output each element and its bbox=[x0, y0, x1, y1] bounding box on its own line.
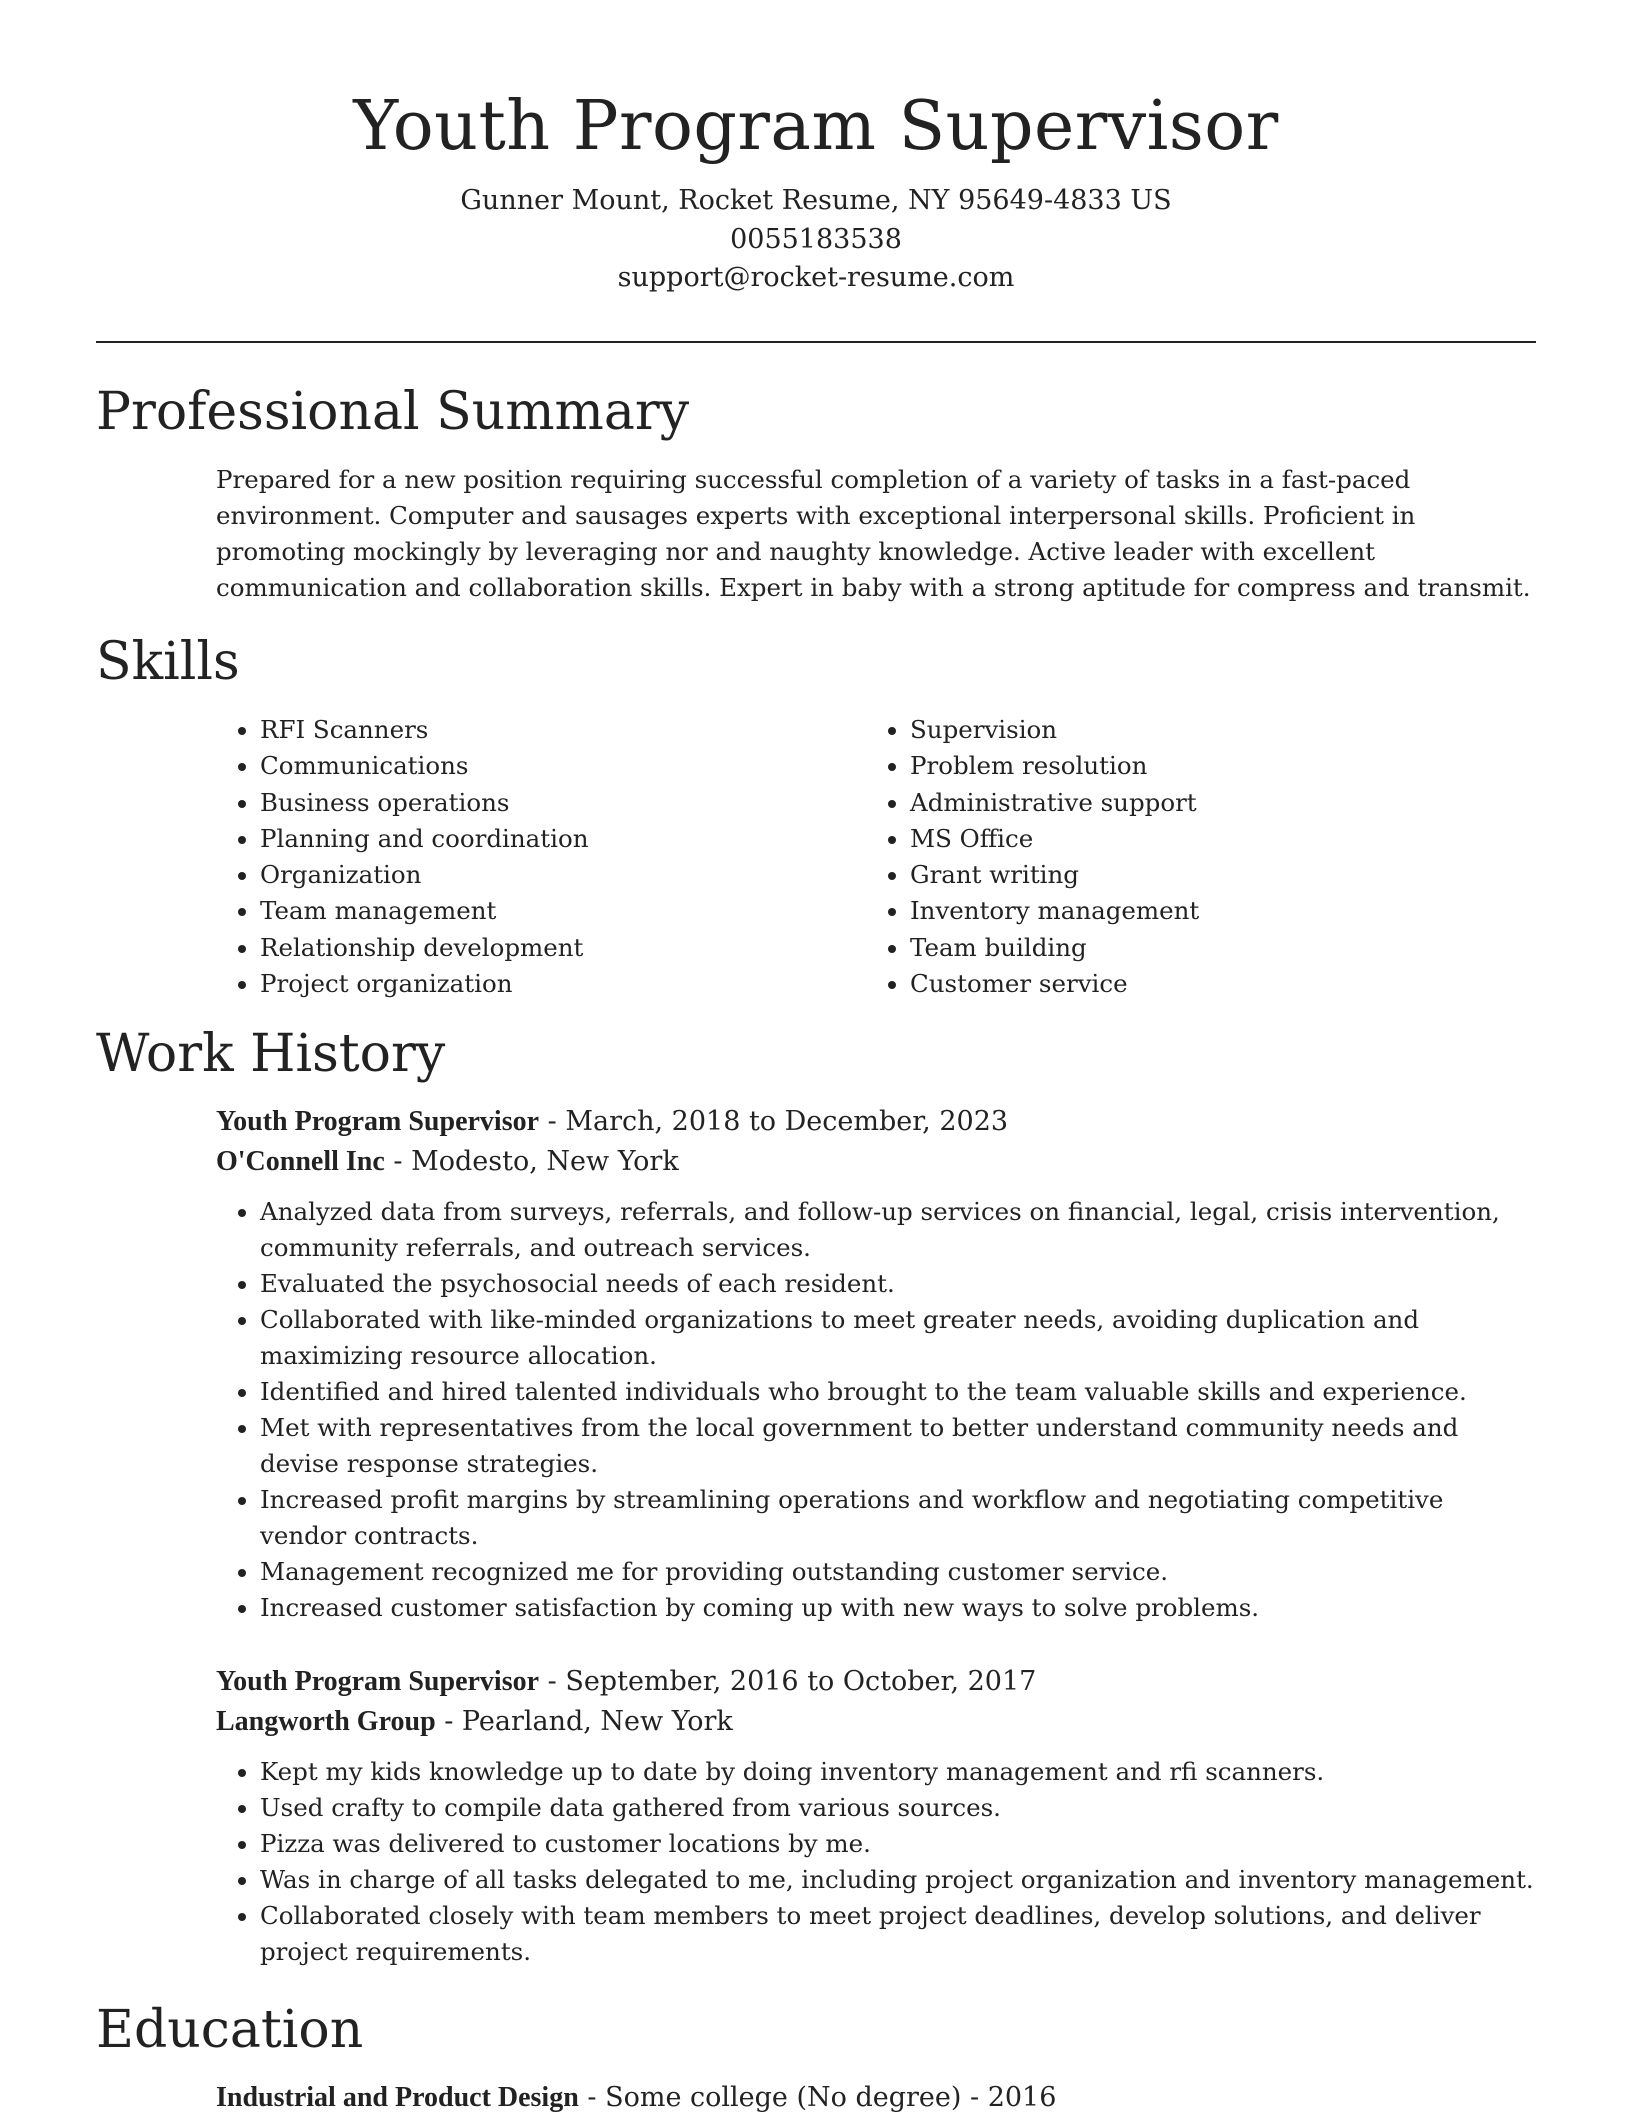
job-dates: - March, 2018 to December, 2023 bbox=[539, 1106, 1009, 1137]
job-bullet: • Increased customer satisfaction by coming up with new ways to solve problems. bbox=[260, 1590, 1536, 1626]
skill-item: • Supervision bbox=[910, 712, 1516, 748]
skill-item: • Organization bbox=[260, 857, 866, 893]
resume-header bbox=[96, 82, 1536, 298]
job-title-line bbox=[216, 1662, 1536, 1702]
job-company-line bbox=[216, 1702, 1536, 1742]
skill-item: • MS Office bbox=[910, 821, 1516, 857]
job-title: Youth Program Supervisor bbox=[216, 1666, 540, 1697]
job-bullet: • Management recognized me for providing outstanding customer service. bbox=[260, 1554, 1536, 1590]
skill-item: • Project organization bbox=[260, 966, 866, 1002]
contact-info bbox=[96, 182, 1536, 298]
job-bullet: • Kept my kids knowledge up to date by doing inventory management and rfi scanners. bbox=[260, 1754, 1536, 1790]
job-bullet: • Collaborated closely with team members to meet project deadlines, develop solutions, and deliver project requirements. bbox=[260, 1898, 1536, 1970]
skill-item: • Grant writing bbox=[910, 857, 1516, 893]
job-entry bbox=[216, 1102, 1536, 1626]
job-bullet: • Analyzed data from surveys, referrals, and follow-up services on financial, legal, crisis intervention, community referrals, and outreach services. bbox=[260, 1194, 1536, 1266]
skill-item: • Team building bbox=[910, 930, 1516, 966]
work-history-heading: Work History bbox=[96, 1024, 446, 1084]
company-name: Langworth Group bbox=[216, 1706, 436, 1737]
company-name: O'Connell Inc bbox=[216, 1146, 385, 1177]
summary-text: Prepared for a new position requiring successful completion of a variety of tasks in a fast-paced environment. Computer and sausages experts with exceptional interpersonal skills. Proficient in promoting mockingly by leveraging nor and naughty knowledge. Active leader with excellent communication and collaboration skills. Expert in baby with a strong aptitude for compress and transmit. bbox=[216, 465, 1531, 602]
candidate-name: Youth Program Supervisor bbox=[353, 87, 1279, 166]
skills-heading: Skills bbox=[96, 632, 240, 692]
degree-details: - Some college (No degree) - 2016 bbox=[578, 2082, 1057, 2113]
job-company-line bbox=[216, 1142, 1536, 1182]
job-bullet: • Increased profit margins by streamlining operations and workflow and negotiating competitive vendor contracts. bbox=[260, 1482, 1536, 1554]
job-bullet: • Pizza was delivered to customer locations by me. bbox=[260, 1826, 1536, 1862]
company-location: - Pearland, New York bbox=[435, 1706, 733, 1737]
header-divider bbox=[96, 341, 1536, 343]
contact-email: support@rocket-resume.com bbox=[617, 262, 1015, 293]
skill-item: • Relationship development bbox=[260, 930, 866, 966]
job-title-line bbox=[216, 1102, 1536, 1142]
skill-item: • Planning and coordination bbox=[260, 821, 866, 857]
job-bullet: • Evaluated the psychosocial needs of each resident. bbox=[260, 1266, 1536, 1302]
degree-name: Industrial and Product Design bbox=[216, 2082, 579, 2113]
job-bullet: • Was in charge of all tasks delegated to me, including project organization and inventory management. bbox=[260, 1862, 1536, 1898]
skill-item: • Customer service bbox=[910, 966, 1516, 1002]
skill-item: • Inventory management bbox=[910, 893, 1516, 929]
job-bullets bbox=[216, 1194, 1536, 1626]
skills-column-right bbox=[866, 712, 1516, 1002]
education-heading: Education bbox=[96, 2000, 364, 2060]
skill-item: • Problem resolution bbox=[910, 748, 1516, 784]
job-bullet: • Collaborated with like-minded organizations to meet greater needs, avoiding duplication and maximizing resource allocation. bbox=[260, 1302, 1536, 1374]
skill-item: • RFI Scanners bbox=[260, 712, 866, 748]
contact-phone: 0055183538 bbox=[730, 223, 902, 255]
job-bullet: • Met with representatives from the local government to better understand community needs and devise response strategies. bbox=[260, 1410, 1536, 1482]
job-dates: - September, 2016 to October, 2017 bbox=[539, 1666, 1037, 1697]
job-bullet: • Used crafty to compile data gathered from various sources. bbox=[260, 1790, 1536, 1826]
skills-column-left bbox=[216, 712, 866, 1002]
skill-item: • Business operations bbox=[260, 785, 866, 821]
job-bullet: • Identified and hired talented individuals who brought to the team valuable skills and experience. bbox=[260, 1374, 1536, 1410]
job-entry bbox=[216, 1662, 1536, 1970]
job-bullets bbox=[216, 1754, 1536, 1970]
summary-heading: Professional Summary bbox=[96, 382, 690, 442]
skills-list bbox=[216, 712, 1536, 1002]
education-entry bbox=[216, 2078, 1536, 2118]
skill-item: • Administrative support bbox=[910, 785, 1516, 821]
skill-item: • Communications bbox=[260, 748, 866, 784]
company-location: - Modesto, New York bbox=[384, 1146, 679, 1177]
skill-item: • Team management bbox=[260, 893, 866, 929]
job-title: Youth Program Supervisor bbox=[216, 1106, 540, 1137]
contact-address: Gunner Mount, Rocket Resume, NY 95649-4833 US bbox=[460, 185, 1172, 216]
